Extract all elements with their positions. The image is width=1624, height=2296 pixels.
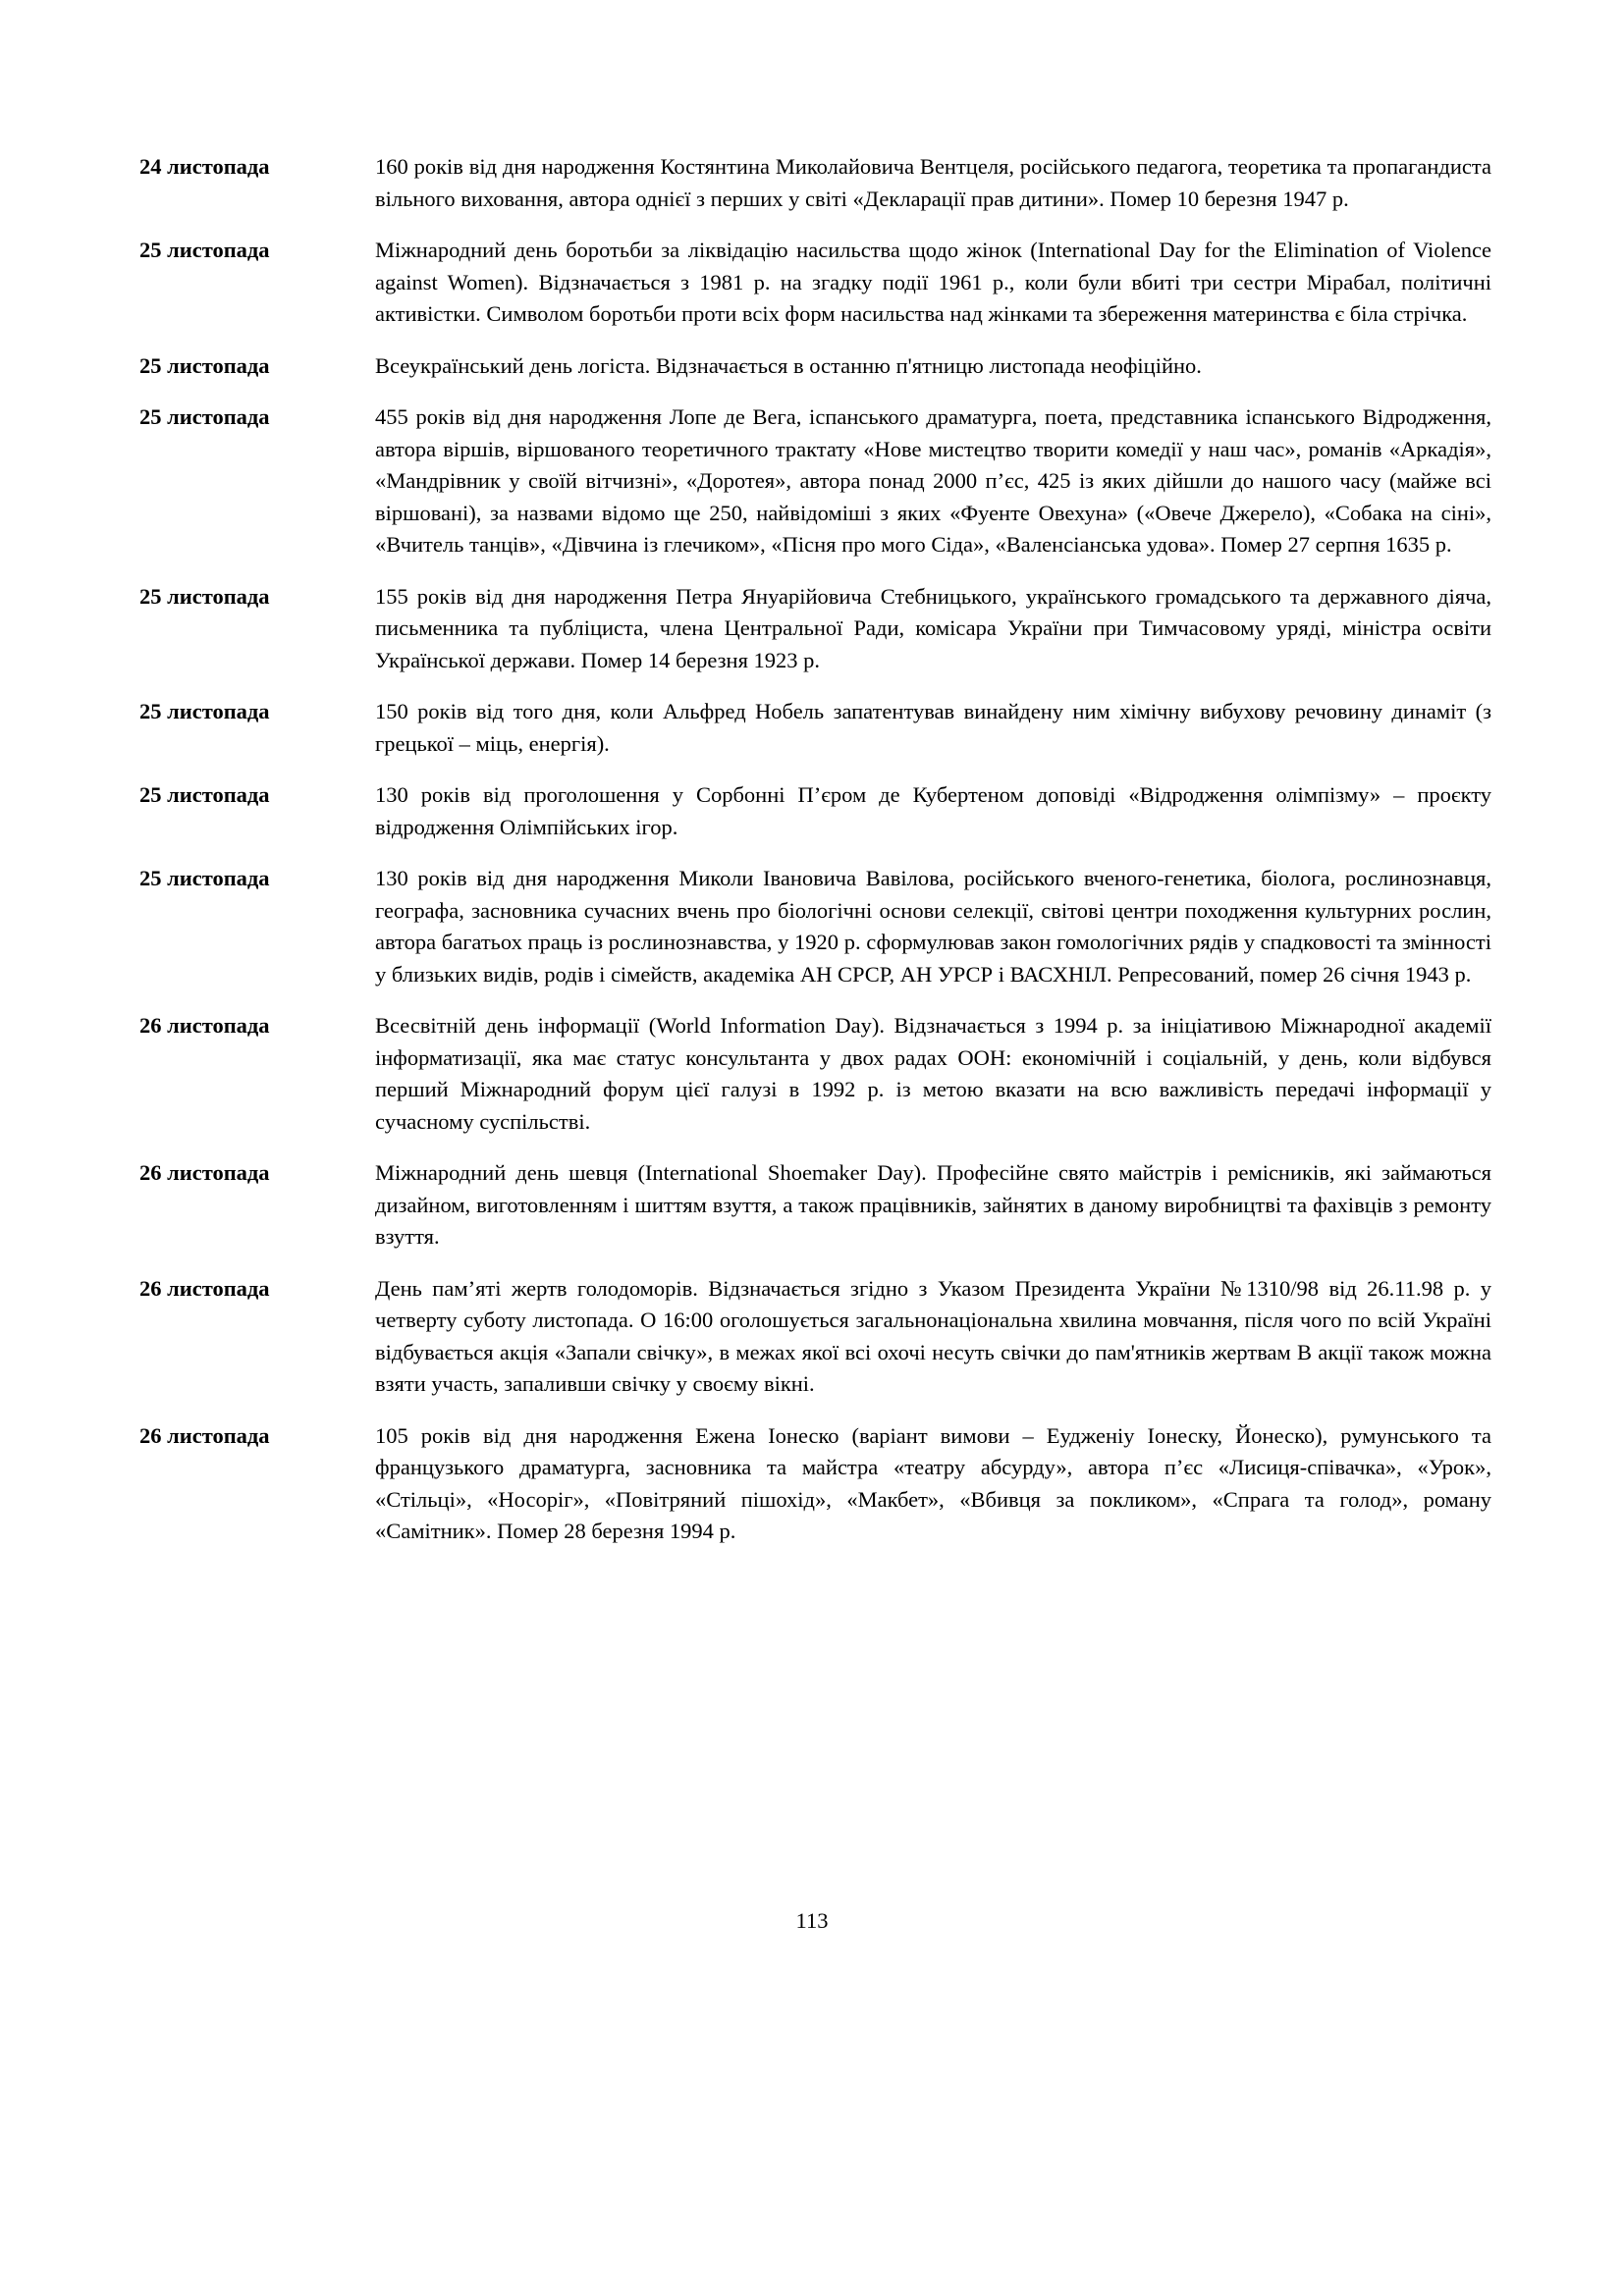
entry-text: 150 років від того дня, коли Альфред Нобель запатентував винайдену ним хімічну вибухову речовину динаміт (з грецької – міць, енергія).	[375, 699, 1491, 756]
entry-date: 25 листопада	[139, 699, 270, 723]
calendar-entry	[139, 1157, 1494, 1254]
calendar-entry	[139, 1010, 1494, 1138]
entry-text: 130 років від проголошення у Сорбонні П’єром де Кубертеном доповіді «Відродження олімпізму» – проєкту відродження Олімпійських ігор.	[375, 782, 1491, 839]
entry-text: 160 років від дня народження Костянтина Миколайовича Вентцеля, російського педагога, теоретика та пропагандиста вільного виховання, автора однієї з перших у світі «Декларації прав дитини». Помер 10 березня 1947 р.	[375, 154, 1491, 211]
entry-date: 25 листопада	[139, 782, 270, 807]
calendar-entry	[139, 151, 1494, 215]
entry-date: 25 листопада	[139, 583, 270, 609]
calendar-entry	[139, 235, 1494, 331]
entry-date: 26 листопада	[139, 1013, 270, 1038]
calendar-entries	[139, 151, 1494, 1568]
entry-text: Всеукраїнський день логіста. Відзначається в останню п'ятницю листопада неофіційно.	[375, 352, 1202, 378]
calendar-entry	[139, 350, 1494, 383]
calendar-entry	[139, 581, 1494, 677]
entry-date: 25 листопада	[139, 866, 270, 890]
calendar-entry	[139, 1420, 1494, 1548]
entry-text: День пам’яті жертв голодоморів. Відзначається згідно з Указом Президента України №1310/98 від 26.11.98 р. у четверту суботу листопада. О 16:00 оголошується загальнонаціональна хвилина мовчання, після чого по всій Україні відбувається акція «Запали свічку», в межах якої всі охочі несуть свічки до пам'ятників жертвам В акції також можна взяти участь, запаливши свічку у своєму вікні.	[375, 1275, 1491, 1396]
entry-date: 25 листопада	[139, 352, 270, 378]
entry-date: 25 листопада	[139, 238, 270, 262]
entry-date: 25 листопада	[139, 404, 270, 429]
calendar-entry	[139, 779, 1494, 843]
entry-date: 24 листопада	[139, 154, 270, 179]
entry-date: 26 листопада	[139, 1422, 270, 1448]
calendar-entry	[139, 401, 1494, 561]
entry-text: 455 років від дня народження Лопе де Вега, іспанського драматурга, поета, представника іспанського Відродження, автора віршів, віршованого теоретичного трактату «Нове мистецтво творити комедії у наш час», романів «Аркадія», «Мандрівник у своїй вітчизні», «Доротея», автора понад 2000 п’єс, 425 із яких дійшли до нашого часу (майже всі віршовані), за назвами відомо ще 250, найвідоміші з яких «Фуенте Овехуна» («Овече Джерело), «Собака на сіні», «Вчитель танців», «Дівчина із глечиком», «Пісня про мого Сіда», «Валенсіанська удова». Помер 27 серпня 1635 р.	[375, 404, 1491, 557]
calendar-entry	[139, 1273, 1494, 1401]
entry-text: 130 років від дня народження Миколи Івановича Вавілова, російського вченого-генетика, біолога, рослинознавця, географа, засновника сучасних вчень про біологічні основи селекції, світові центри походження культурних рослин, автора багатьох праць із рослинознавства, у 1920 р. сформулював закон гомологічних рядів у спадковості та змінності у близьких видів, родів і сімейств, академіка АН СРСР, АН УРСР і ВАСХНІЛ. Репресований, помер 26 січня 1943 р.	[375, 866, 1491, 987]
entry-text: Міжнародний день шевця (International Shoemaker Day). Професійне свято майстрів і ремісників, які займаються дизайном, виготовленням і шиттям взуття, а також працівників, зайнятих в даному виробництві та фахівців з ремонту взуття.	[375, 1160, 1491, 1249]
entry-text: 155 років від дня народження Петра Януарійовича Стебницького, українського громадського та державного діяча, письменника та публіциста, члена Центральної Ради, комісара України при Тимчасовому уряді, міністра освіти Української держави. Помер 14 березня 1923 р.	[375, 583, 1491, 672]
page-number: 113	[795, 1908, 829, 1933]
entry-date: 26 листопада	[139, 1275, 270, 1301]
calendar-entry	[139, 696, 1494, 760]
entry-text: Міжнародний день боротьби за ліквідацію насильства щодо жінок (International Day for the Elimination of Violence against Women). Відзначається з 1981 р. на згадку події 1961 р., коли були вбиті три сестри Мірабал, політичні активістки. Символом боротьби проти всіх форм насильства над жінками та збереження материнства є біла стрічка.	[375, 238, 1491, 326]
calendar-entry	[139, 863, 1494, 990]
entry-date: 26 листопада	[139, 1160, 270, 1185]
entry-text: Всесвітній день інформації (World Information Day). Відзначається з 1994 р. за ініціативою Міжнародної академії інформатизації, яка має статус консультанта у двох радах ООН: економічній і соціальній, у день, коли відбувся перший Міжнародний форум цієї галузі в 1992 р. із метою вказати на всю важливість передачі інформації у сучасному суспільстві.	[375, 1013, 1491, 1134]
entry-text: 105 років від дня народження Ежена Іонеско (варіант вимови – Еудженіу Іонеску, Йонеско), румунського та французького драматурга, засновника та майстра «театру абсурду», автора п’єс «Лисиця-співачка», «Урок», «Стільці», «Носоріг», «Повітряний пішохід», «Макбет», «Вбивця за покликом», «Спрага та голод», роману «Самітник». Помер 28 березня 1994 р.	[375, 1422, 1491, 1543]
